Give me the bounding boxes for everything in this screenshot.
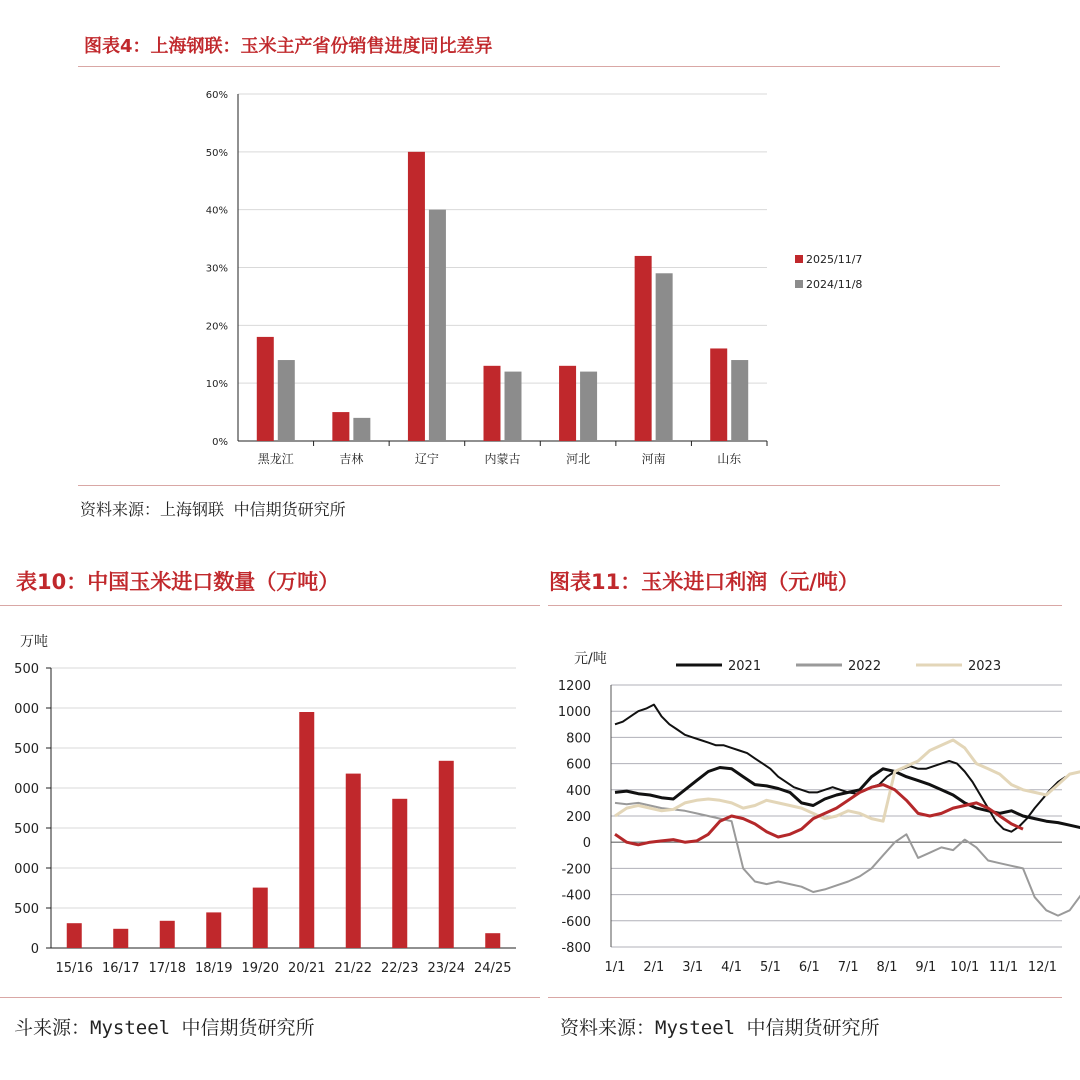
chart4-bar-2024-11-8 <box>580 372 597 441</box>
chart4-xtick-label: 河北 <box>566 452 591 466</box>
chart4-xtick-label: 辽宁 <box>414 452 439 466</box>
chart11-xtick-label: 5/1 <box>759 960 781 975</box>
chart10-bar <box>392 799 407 948</box>
chart4-legend-label: 2024/11/8 <box>806 278 863 291</box>
chart4-xtick-label: 吉林 <box>339 452 364 466</box>
chart4-ytick-label: 50% <box>205 147 228 159</box>
chart11-source: 资料来源：Mysteel 中信期货研究所 <box>560 1017 880 1039</box>
chart4-bar-2025-11-7 <box>710 348 727 441</box>
chart11-xtick-label: 8/1 <box>876 960 898 975</box>
chart4-bar-2025-11-7 <box>332 412 349 441</box>
chart4-source-rule <box>78 485 1000 486</box>
chart11-ytick-label: -800 <box>561 941 591 956</box>
chart11-xtick-label: 6/1 <box>798 960 820 975</box>
chart4-xtick-label: 黑龙江 <box>257 452 294 466</box>
chart10-xtick-label: 24/25 <box>474 961 512 976</box>
chart11-line-2023 <box>615 740 1080 821</box>
chart4-legend-swatch <box>795 280 803 288</box>
chart11-ytick-label: -200 <box>561 862 591 878</box>
chart10-ytick-label: 500 <box>14 662 39 677</box>
chart4-bar-2025-11-7 <box>484 366 501 441</box>
chart10-source-rule <box>0 997 540 998</box>
chart4-bar-2025-11-7 <box>408 152 425 441</box>
chart11-xtick-label: 10/1 <box>950 960 980 975</box>
chart11-title: 图表11：玉米进口利润（元/吨） <box>549 570 859 594</box>
chart10-bar <box>346 774 361 948</box>
chart4-ytick-label: 40% <box>205 205 228 217</box>
chart10-xtick-label: 23/24 <box>427 961 465 976</box>
chart4-bar-2025-11-7 <box>257 337 274 441</box>
chart10-xtick-label: 17/18 <box>148 961 186 976</box>
chart10-bar <box>485 933 500 948</box>
chart11-line-current <box>615 785 1023 845</box>
chart4-ytick-label: 20% <box>205 321 228 333</box>
chart4-title: 图表4：上海钢联：玉米主产省份销售进度同比差异 <box>84 36 493 57</box>
chart4-bar-2024-11-8 <box>731 360 748 441</box>
chart4-bar-2024-11-8 <box>278 360 295 441</box>
chart4-bar-2024-11-8 <box>429 210 446 441</box>
chart11-xtick-label: 4/1 <box>721 960 743 975</box>
chart4-xtick-label: 内蒙古 <box>484 452 521 466</box>
chart4-plot <box>0 70 1080 480</box>
chart10-title-rule <box>0 605 540 606</box>
chart11-legend-label: 2023 <box>968 659 1002 674</box>
chart10-bar <box>67 923 82 948</box>
chart4-source: 资料来源：上海钢联 中信期货研究所 <box>80 500 346 519</box>
chart10-ytick-label: 000 <box>14 782 39 797</box>
chart10-xtick-label: 18/19 <box>195 961 233 976</box>
chart11-line-2021b <box>615 768 1080 828</box>
chart10-ytick-label: 0 <box>30 942 39 957</box>
chart4-title-rule <box>78 66 1000 67</box>
chart4-bar-2025-11-7 <box>559 366 576 441</box>
chart11-unit-label: 元/吨 <box>574 651 607 667</box>
chart11-title-rule <box>548 605 1062 606</box>
chart10-xtick-label: 16/17 <box>102 961 140 976</box>
chart10-ytick-label: 000 <box>14 862 39 877</box>
chart4-bar-2024-11-8 <box>353 418 370 441</box>
chart10-xtick-label: 22/23 <box>381 961 419 976</box>
chart10-plot <box>0 650 540 985</box>
chart10-ytick-label: 500 <box>14 742 39 757</box>
chart11-ytick-label: 1200 <box>557 679 591 694</box>
chart4-ytick-label: 60% <box>205 90 228 101</box>
chart11-ytick-label: -600 <box>561 914 591 930</box>
chart11-ytick-label: -400 <box>561 888 591 904</box>
chart11-xtick-label: 2/1 <box>643 960 665 975</box>
chart10-ytick-label: 000 <box>14 702 39 717</box>
chart11-legend-label: 2022 <box>848 659 882 674</box>
chart11-ytick-label: 200 <box>566 810 591 825</box>
chart4-bar-2025-11-7 <box>635 256 652 441</box>
chart11-ytick-label: 600 <box>566 757 591 773</box>
chart11-ytick-label: 400 <box>566 783 591 799</box>
chart4-ytick-label: 10% <box>205 379 228 391</box>
chart4-bar-2024-11-8 <box>656 273 673 441</box>
chart4-xtick-label: 河南 <box>641 452 666 466</box>
chart4-legend-swatch <box>795 255 803 263</box>
chart11-source-rule <box>548 997 1062 998</box>
chart4-legend-label: 2025/11/7 <box>806 253 863 266</box>
chart11-xtick-label: 3/1 <box>682 960 704 975</box>
chart11-ytick-label: 800 <box>566 731 591 747</box>
chart11-line-2022 <box>615 803 1080 916</box>
chart10-source: 斗来源：Mysteel 中信期货研究所 <box>14 1017 315 1039</box>
chart10-unit: 万吨 <box>20 634 48 650</box>
chart10-xtick-label: 21/22 <box>334 961 372 976</box>
chart11-xtick-label: 12/1 <box>1027 960 1058 975</box>
chart10-bar <box>206 912 221 948</box>
chart4-xtick-label: 山东 <box>717 452 742 466</box>
chart10-title: 表10：中国玉米进口数量（万吨） <box>16 570 340 594</box>
chart4-ytick-label: 0% <box>212 437 228 448</box>
chart10-xtick-label: 19/20 <box>241 961 279 976</box>
chart11-plot <box>548 640 1080 985</box>
chart11-legend-label: 2021 <box>728 659 762 674</box>
chart10-ytick-label: 500 <box>14 902 39 917</box>
chart11-ytick-label: 1000 <box>557 705 591 721</box>
chart4-ytick-label: 30% <box>205 263 228 275</box>
chart11-ytick-label: 0 <box>582 836 591 852</box>
chart10-bar <box>299 712 314 948</box>
chart10-xtick-label: 20/21 <box>288 961 326 976</box>
chart11-xtick-label: 9/1 <box>915 960 937 975</box>
chart11-xtick-label: 1/1 <box>604 960 626 975</box>
chart4-bar-2024-11-8 <box>505 372 522 441</box>
chart11-xtick-label: 7/1 <box>837 960 859 975</box>
chart11-xtick-label: 11/1 <box>988 960 1019 975</box>
chart10-ytick-label: 500 <box>14 822 39 837</box>
chart10-bar <box>113 929 128 948</box>
chart10-xtick-label: 15/16 <box>55 961 93 976</box>
chart10-bar <box>439 761 454 948</box>
chart10-bar <box>253 888 268 948</box>
chart10-bar <box>160 921 175 948</box>
